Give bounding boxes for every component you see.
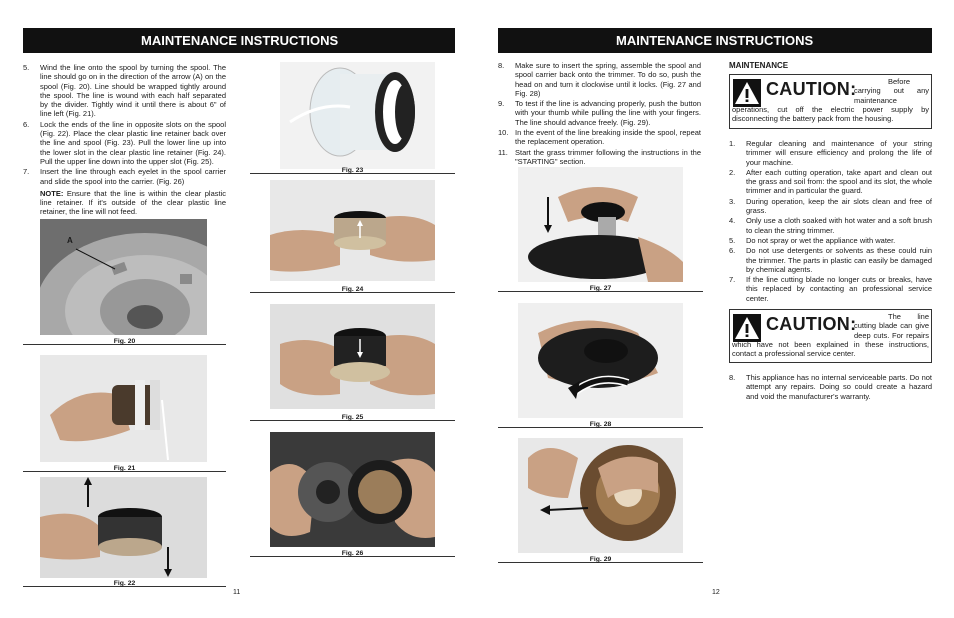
note-text: Ensure that the line is within the clear plastic line retainer. If it's outside of the clear plastic line retainer, the line will not feed. xyxy=(40,188,226,217)
step-number: 5. xyxy=(729,235,736,245)
turn-clockwise-image xyxy=(518,303,683,418)
left-banner-title: MAINTENANCE INSTRUCTIONS xyxy=(141,33,339,48)
step-text: This appliance has no internal serviceable parts. Do not attempt any repairs. Doing so could create a hazard and void the manufacturer's warranty. xyxy=(746,373,932,401)
list-item xyxy=(729,236,932,245)
assemble-head-image xyxy=(518,167,683,282)
step-number: 2. xyxy=(729,167,736,177)
left-banner xyxy=(23,28,455,53)
page-number: 12 xyxy=(712,589,720,596)
step-number: 8. xyxy=(729,373,736,382)
list-item xyxy=(498,148,701,167)
step-text: Regular cleaning and maintenance of your string trimmer will ensure efficiency and prolong the life of your machine. xyxy=(746,139,932,167)
list-item xyxy=(498,61,701,98)
list-item xyxy=(729,197,932,216)
caution-box-1 xyxy=(729,74,932,129)
step-text: To test if the line is advancing properly, push the button with your thumb while pulling the line with your fingers. The line should advance freely. (Fig. 29). xyxy=(515,99,701,127)
list-item xyxy=(23,167,226,186)
pull-lower-line-image xyxy=(270,180,435,281)
note-label: NOTE: xyxy=(40,188,64,198)
fig-24-photo xyxy=(270,180,435,281)
caution-text: Before carrying out any maintenance operations, cut off the electric power supply by disconnecting the battery pack from the housing. xyxy=(732,77,929,124)
right-banner xyxy=(498,28,932,53)
right-step-list xyxy=(498,61,701,167)
left-step-list xyxy=(23,63,226,217)
fig-25-photo xyxy=(270,304,435,409)
step-text: Make sure to insert the spring, assemble the spool and spool carrier back onto the trimmer. To do so, push the head on and turn it clockwise until it locks. (Fig. 27 and Fig. 28) xyxy=(515,61,701,98)
step-text: Do not spray or wet the appliance with water. xyxy=(746,235,896,245)
step-text: Start the grass trimmer following the instructions in the "STARTING" section. xyxy=(515,147,701,166)
step-number: 1. xyxy=(729,139,736,148)
fig-28-caption: Fig. 28 xyxy=(589,421,612,428)
list-item xyxy=(729,373,932,401)
fig-26-photo xyxy=(270,432,435,547)
spool-into-carrier-image xyxy=(270,432,435,547)
caution-text-wrap xyxy=(732,77,929,124)
step-number: 6. xyxy=(729,246,736,256)
fig-22-caption: Fig. 22 xyxy=(113,580,136,587)
list-item xyxy=(729,216,932,235)
step-number: 5. xyxy=(23,63,30,72)
fig-27-caption: Fig. 27 xyxy=(589,285,612,292)
step-number: 10. xyxy=(498,128,509,138)
step-text: If the line cutting blade no longer cuts or breaks, have this replaced by contacting an professional service center. xyxy=(746,275,932,303)
step-number: 7. xyxy=(729,275,736,285)
spool-top-view-image xyxy=(40,219,207,335)
fig-23-photo xyxy=(280,62,435,169)
step-text: Wind the line onto the spool by turning the spool. The line should go on in the direction of the arrow (A) on the spool (Fig. 20). Line should be wrapped tightly around the spool. The line is wound with each half separated by the divider. Tightly wind it until there is about 6" of line left (Fig. 21). xyxy=(40,63,226,119)
step-text: Insert the line through each eyelet in the spool carrier and slide the spool into the carrier. (Fig. 26) xyxy=(40,167,226,186)
step-text: In the event of the line breaking inside the spool, repeat the replacement operation. xyxy=(515,128,701,147)
list-item xyxy=(729,168,932,196)
caution-text: The line cutting blade can give deep cuts. For repairs which have not been explained in these instructions, contact a professional service center. xyxy=(732,312,929,359)
list-item xyxy=(23,120,226,166)
maintenance-list xyxy=(729,139,932,304)
step-number: 8. xyxy=(498,61,505,70)
maintenance-list-tail xyxy=(729,373,932,402)
list-item xyxy=(23,63,226,119)
fig-23-caption: Fig. 23 xyxy=(341,167,364,174)
list-item xyxy=(729,139,932,167)
step-number: 6. xyxy=(23,119,30,129)
note xyxy=(40,189,226,217)
fig-22-photo xyxy=(40,477,207,578)
fig-29-caption: Fig. 29 xyxy=(589,556,612,563)
caution-box-2 xyxy=(729,309,932,363)
fig-24-caption: Fig. 24 xyxy=(341,286,364,293)
caution-title: CAUTION: xyxy=(766,314,857,334)
step-number: 4. xyxy=(729,216,736,226)
step-text: Do not use detergents or solvents as these could ruin the trimmer. The parts in plastic can easily be damaged by chemical agents. xyxy=(746,246,932,274)
lock-line-ends-image xyxy=(40,477,207,578)
fig-28-photo xyxy=(518,303,683,418)
list-item xyxy=(498,99,701,127)
caution-text-wrap xyxy=(732,312,929,359)
line-retainer-image xyxy=(280,62,435,169)
pull-upper-line-image xyxy=(270,304,435,409)
step-number: 9. xyxy=(498,99,505,109)
fig-27-photo xyxy=(518,167,683,282)
fig-29-photo xyxy=(518,438,683,553)
list-item xyxy=(498,128,701,147)
fig-21-photo xyxy=(40,355,207,462)
right-banner-title: MAINTENANCE INSTRUCTIONS xyxy=(616,33,814,48)
step-text: Only use a cloth soaked with hot water and a soft brush to clean the string trimmer. xyxy=(746,216,932,235)
test-line-advance-image xyxy=(518,438,683,553)
winding-line-image xyxy=(40,355,207,462)
maintenance-heading: MAINTENANCE xyxy=(729,61,789,70)
caution-title: CAUTION: xyxy=(766,79,857,99)
fig-20-photo xyxy=(40,219,207,335)
step-number: 7. xyxy=(23,167,30,177)
fig-25-caption: Fig. 25 xyxy=(341,414,364,421)
step-text: During operation, keep the air slots clean and free of grass. xyxy=(746,196,932,216)
list-item xyxy=(729,275,932,303)
step-number: 3. xyxy=(729,196,736,206)
fig-20-callout-a: A xyxy=(67,236,73,245)
list-item xyxy=(729,246,932,274)
step-text: Lock the ends of the line in opposite slots on the spool (Fig. 22). Place the clear plastic line retainer back over the line and spool (Fig. 23). Pull the lower line up into the lower slot in the clear plastic line retainer (Fig. 24). Pull the upper line down into the upper slot (Fig. 25). xyxy=(40,119,226,166)
step-number: 11. xyxy=(498,147,508,157)
fig-21-caption: Fig. 21 xyxy=(113,465,136,472)
page-number: 11 xyxy=(233,589,241,596)
fig-26-caption: Fig. 26 xyxy=(341,550,364,557)
step-text: After each cutting operation, take apart and clean out the grass and soil from: the spool and its slot, the whole trimmer and in particular the guard. xyxy=(746,167,932,196)
fig-20-caption: Fig. 20 xyxy=(113,338,136,345)
